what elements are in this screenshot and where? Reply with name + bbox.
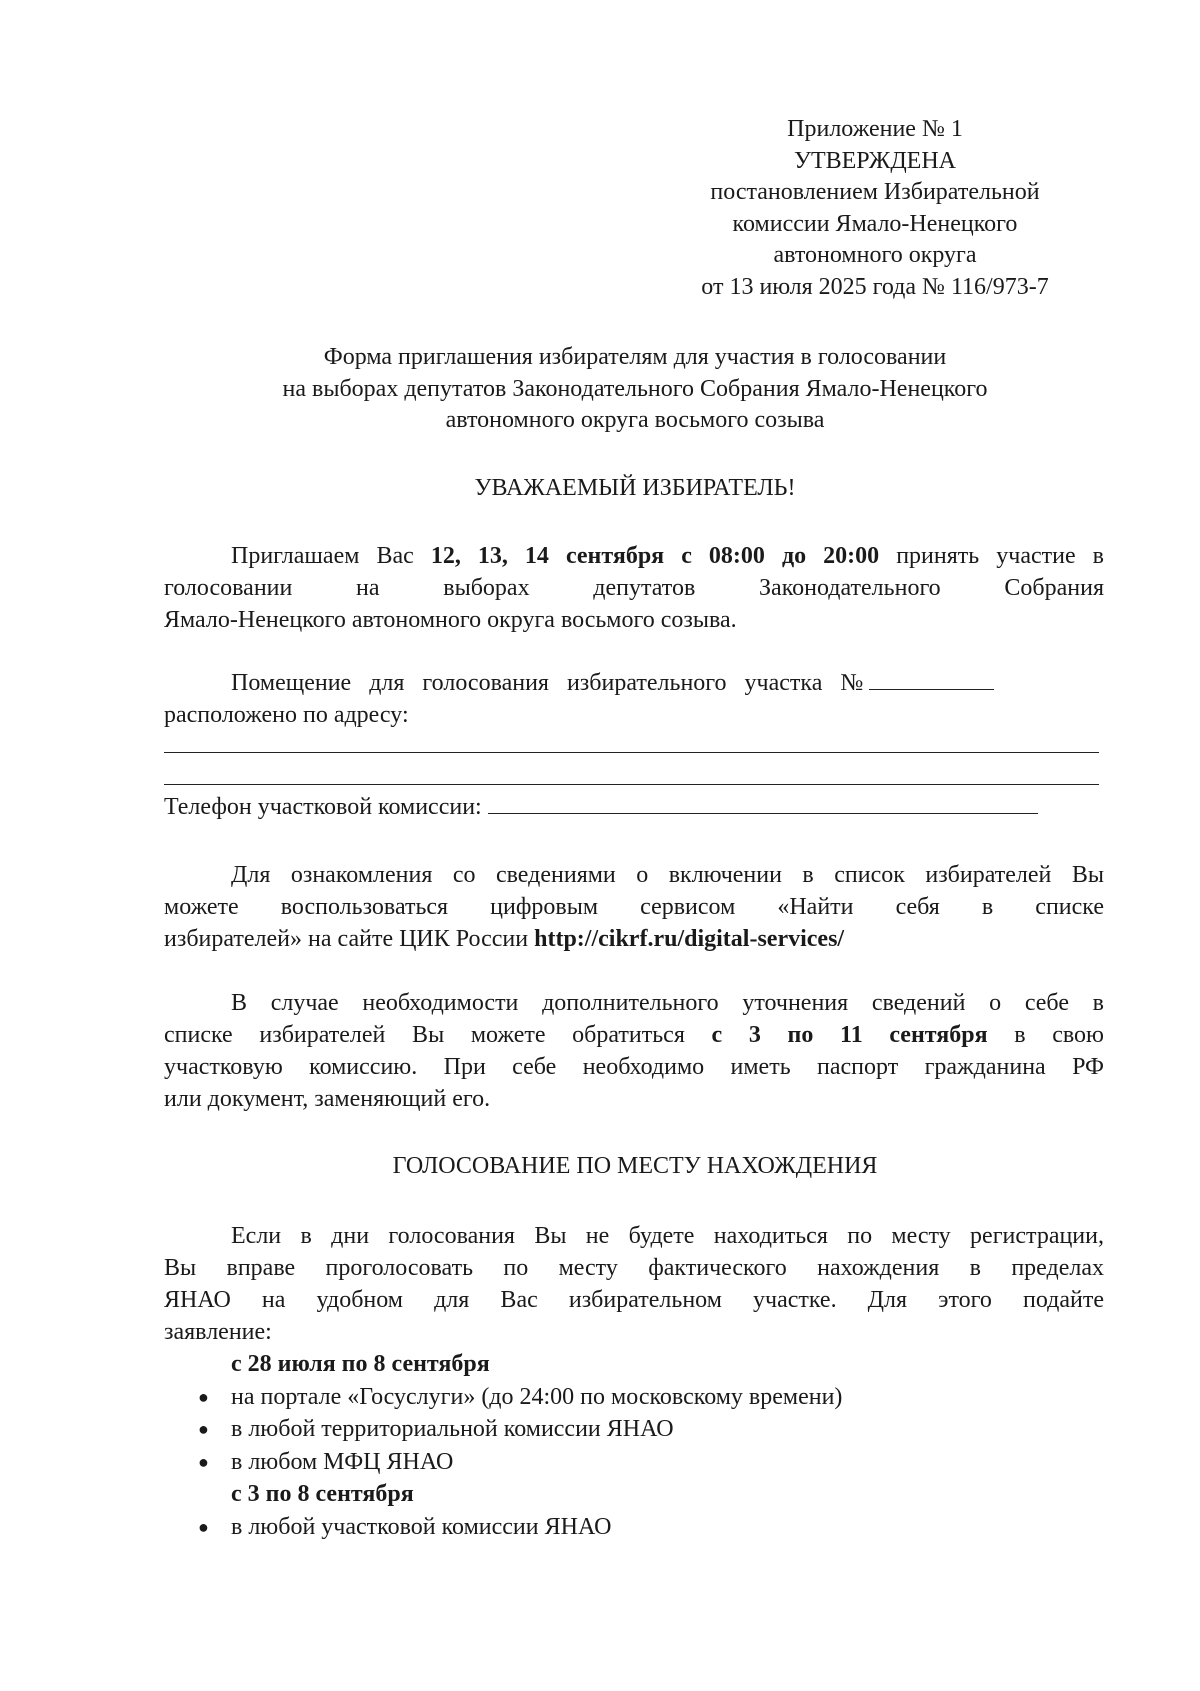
approval-text: автономного округа [773, 242, 977, 268]
clarify-paragraph [164, 987, 1104, 1115]
location-line: Вы вправе проголосовать по месту фактического нахождения в пределах [164, 1255, 1104, 1281]
phone-line [164, 791, 1104, 823]
clarify-text: списке избирателей Вы можете обратиться [164, 1022, 712, 1048]
precinct-number-blank[interactable] [869, 667, 994, 690]
digital-text: избирателей» на сайте ЦИК России [164, 926, 535, 952]
phone-label: Телефон участковой комиссии: [164, 794, 482, 820]
clarify-line: или документ, заменяющий его. [164, 1086, 491, 1112]
clarify-line: В случае необходимости дополнительного уточнения сведений о себе в [231, 990, 1104, 1016]
bullet-icon: ● [198, 1516, 209, 1537]
premises-line [164, 667, 1104, 699]
list-item [164, 1511, 1104, 1544]
list-item-text: в любом МФЦ ЯНАО [231, 1448, 454, 1475]
clarify-text: в свою [987, 1022, 1104, 1048]
form-title-line: Форма приглашения избирателям для участия в голосовании [323, 344, 947, 370]
list-item-text: в любой участковой комиссии ЯНАО [231, 1513, 612, 1540]
list-item [164, 1413, 1104, 1446]
period-label: с 28 июля по 8 сентября [231, 1351, 490, 1377]
invite-line: Ямало-Ненецкого автономного округа восьмого созыва. [164, 607, 737, 633]
approved-label: УТВЕРЖДЕНА [793, 147, 957, 174]
approval-text: постановлением Избирательной [710, 179, 1040, 205]
address-blank-line[interactable] [164, 752, 1099, 753]
greeting-heading: УВАЖАЕМЫЙ ИЗБИРАТЕЛЬ! [474, 475, 796, 501]
approval-date-number: от 13 июля 2025 года № 116/973-7 [701, 273, 1049, 300]
location-paragraph [164, 1220, 1104, 1348]
phone-blank[interactable] [488, 791, 1038, 814]
list-item [164, 1446, 1104, 1479]
invite-line [164, 540, 1104, 572]
address-blank-line[interactable] [164, 784, 1099, 785]
list-item [164, 1381, 1104, 1414]
approval-text: комиссии Ямало-Ненецкого [732, 210, 1018, 237]
invite-line: голосовании на выборах депутатов Законодательного Собрания [164, 575, 1104, 601]
digital-line: можете воспользоваться цифровым сервисом «Найти себя в списке [164, 894, 1104, 920]
location-line: Если в дни голосования Вы не будете находиться по месту регистрации, [231, 1223, 1104, 1249]
location-line: заявление: [164, 1319, 272, 1345]
list-item-text: на портале «Госуслуги» (до 24:00 по московскому времени) [231, 1383, 843, 1410]
voting-dates: 12, 13, 14 сентября с 08:00 до 20:00 [430, 543, 880, 569]
clarify-line [164, 1019, 1104, 1051]
invite-text: принять участие в [879, 543, 1104, 569]
premises-paragraph [164, 667, 1104, 731]
bullet-icon: ● [198, 1451, 209, 1472]
digital-line [164, 923, 1104, 955]
digital-line: Для ознакомления со сведениями о включении в список избирателей Вы [231, 862, 1104, 888]
bullet-icon: ● [198, 1386, 209, 1407]
premises-text: Помещение для голосования избирательного участка № [231, 670, 864, 696]
form-title-line: автономного округа восьмого созыва [445, 407, 825, 433]
invite-text: Приглашаем Вас [231, 543, 431, 569]
location-voting-heading: ГОЛОСОВАНИЕ ПО МЕСТУ НАХОЖДЕНИЯ [392, 1153, 878, 1179]
clarify-line: участковую комиссию. При себе необходимо иметь паспорт гражданина РФ [164, 1054, 1104, 1080]
premises-address-label: расположено по адресу: [164, 702, 409, 728]
period-label: с 3 по 8 сентября [231, 1481, 414, 1507]
phone-row [164, 791, 1104, 823]
invite-paragraph [164, 540, 1104, 636]
application-periods [164, 1348, 1104, 1543]
list-item-text: в любой территориальной комиссии ЯНАО [231, 1416, 674, 1442]
form-title [160, 342, 1110, 437]
form-title-line: на выборах депутатов Законодательного Собрания Ямало-Ненецкого [282, 375, 988, 402]
approval-block [660, 114, 1090, 303]
clarify-dates: с 3 по 11 сентября [711, 1022, 988, 1048]
digital-paragraph [164, 859, 1104, 955]
location-line: ЯНАО на удобном для Вас избирательном участке. Для этого подайте [164, 1287, 1104, 1313]
bullet-icon: ● [198, 1419, 209, 1439]
cik-digital-services-link[interactable]: http://cikrf.ru/digital-services/ [534, 926, 845, 952]
appendix-number: Приложение № 1 [787, 116, 963, 142]
